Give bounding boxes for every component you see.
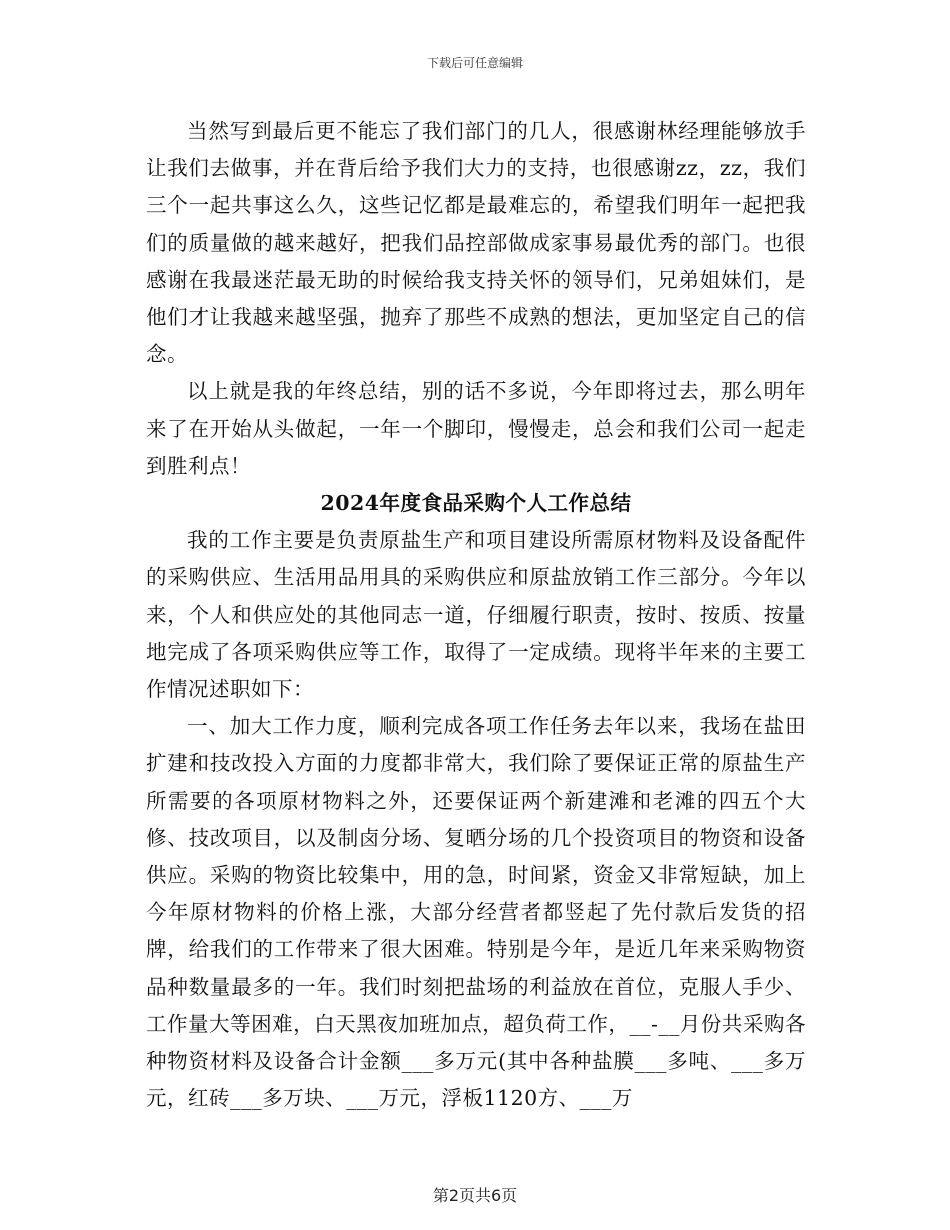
paragraph: 一、加大工作力度，顺利完成各项工作任务去年以来，我场在盐田扩建和技改投入方面的力度都非常大，我们除了要保证正常的原盐生产所需要的各项原材物料之外，还要保证两个新建滩和老滩的四五个大修、技改项目，以及制卤分场、复晒分场的几个投资项目的物资和设备供应。采购的物资比较集中，用的急，时间紧，资金又非常短缺，加上今年原材物料的价格上涨，大部分经营者都竖起了先付款后发货的招牌，给我们的工作带来了很大困难。特别是今年，是近几年来采购物资品种数量最多的一年。我们时刻把盐场的利益放在首位，克服人手少、工作量大等困难，白天黑夜加班加点，超负荷工作，__-__月份共采购各种物资材料及设备合计金额___多万元(其中各种盐膜___多吨、___多万元，红砖___多万块、___万元，浮板1120方、___万: [146, 714, 806, 1111]
section-title: 2024年度食品采购个人工作总结: [320, 491, 632, 516]
page-header: 下载后可任意编辑: [426, 56, 523, 70]
page-footer: 第2页共6页: [432, 1186, 518, 1205]
paragraph: 我的工作主要是负责原盐生产和项目建设所需原材物料及设备配件的采购供应、生活用品用具的采购供应和原盐放销工作三部分。今年以来，个人和供应处的其他同志一道，仔细履行职责，按时、按质、按量地完成了各项采购供应等工作，取得了一定成绩。现将半年来的主要工作情况述职如下：: [146, 528, 806, 702]
paragraph: 以上就是我的年终总结，别的话不多说，今年即将过去，那么明年来了在开始从头做起，一年一个脚印，慢慢走，总会和我们公司一起走到胜利点！: [146, 379, 806, 478]
document-body: [146, 113, 806, 1117]
paragraph: 当然写到最后更不能忘了我们部门的几人，很感谢林经理能够放手让我们去做事，并在背后给予我们大力的支持，也很感谢zz，zz，我们三个一起共事这么久，这些记忆都是最难忘的，希望我们明年一起把我们的质量做的越来越好，把我们品控部做成家事易最优秀的部门。也很感谢在我最迷茫最无助的时候给我支持关怀的领导们，兄弟姐妹们，是他们才让我越来越坚强，抛弃了那些不成熟的想法，更加坚定自己的信念。: [146, 119, 806, 367]
